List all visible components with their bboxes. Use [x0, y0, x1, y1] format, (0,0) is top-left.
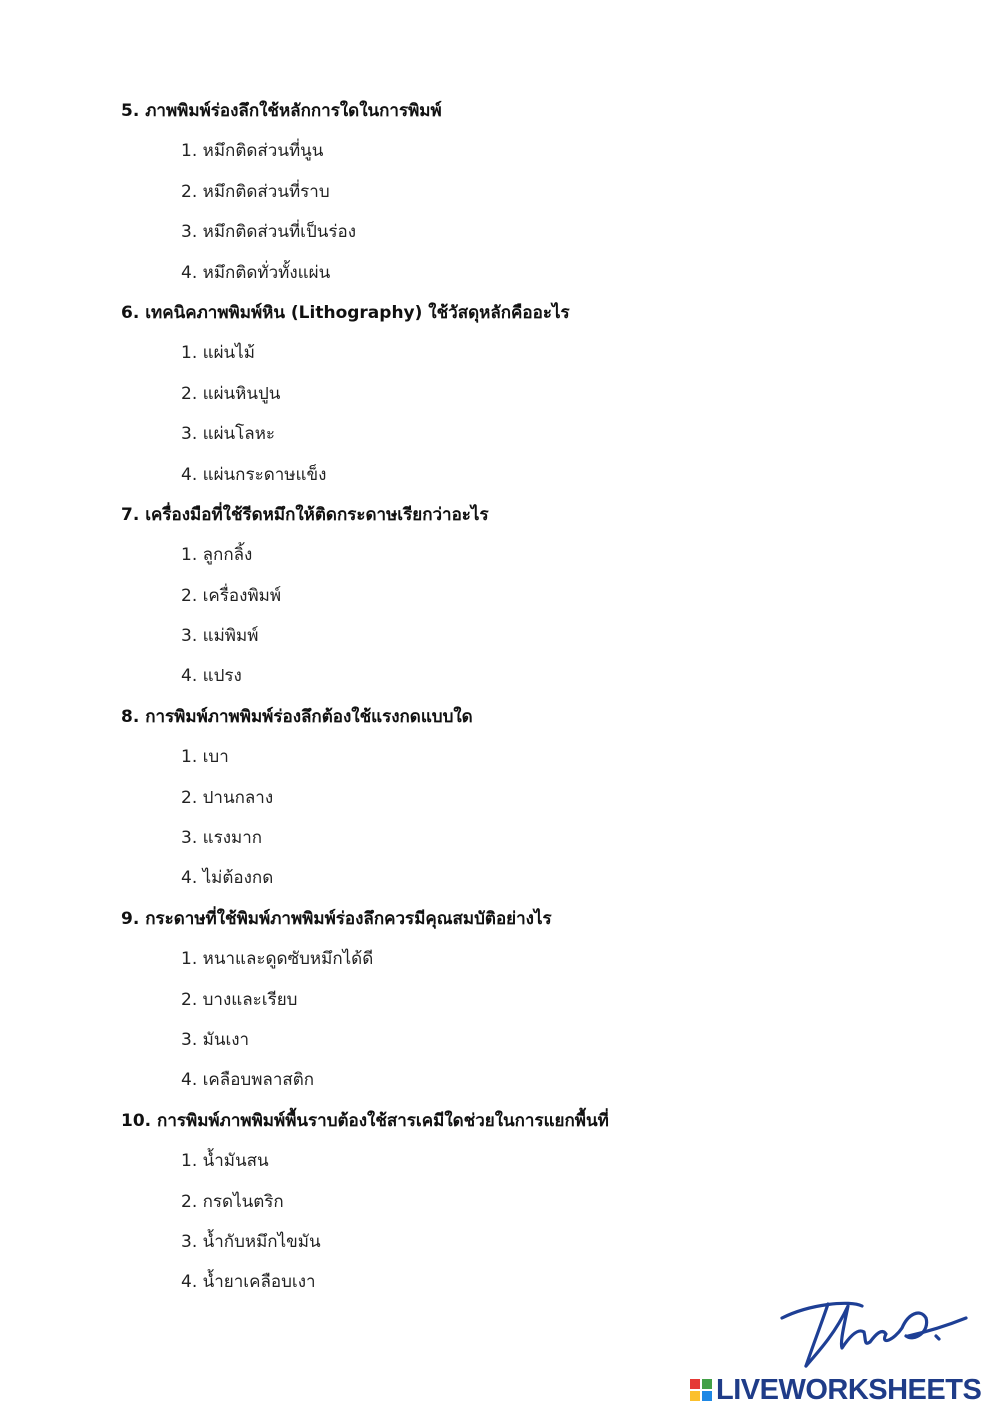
question-text: 10. การพิมพ์ภาพพิมพ์พื้นราบต้องใช้สารเคมีใดช่วยในการแยกพื้นที่ — [121, 1110, 609, 1131]
answer-option[interactable]: 4. แผ่นกระดาษแข็ง — [181, 464, 327, 485]
question-6 — [121, 293, 941, 495]
answer-option[interactable]: 4. หมึกติดทั่วทั้งแผ่น — [181, 262, 331, 283]
answer-option[interactable]: 3. หมึกติดส่วนที่เป็นร่อง — [181, 222, 357, 243]
answer-option[interactable]: 1. หมึกติดส่วนที่นูน — [181, 141, 324, 162]
question-5 — [121, 91, 941, 293]
answer-option[interactable]: 2. หมึกติดส่วนที่ราบ — [181, 181, 330, 202]
answer-option[interactable]: 3. มันเงา — [181, 1029, 250, 1050]
answer-option[interactable]: 1. ลูกกลิ้ง — [181, 545, 253, 566]
answer-option[interactable]: 1. เบา — [181, 747, 229, 768]
answer-option[interactable]: 4. แปรง — [181, 666, 242, 687]
answer-option[interactable]: 2. เครื่องพิมพ์ — [181, 585, 282, 606]
question-text: 7. เครื่องมือที่ใช้รีดหมึกให้ติดกระดาษเรียกว่าอะไร — [121, 504, 489, 525]
answer-option[interactable]: 3. แรงมาก — [181, 828, 263, 849]
answer-option[interactable]: 4. เคลือบพลาสติก — [181, 1070, 315, 1091]
answer-option[interactable]: 4. น้ำยาเคลือบเงา — [181, 1272, 316, 1293]
answer-option[interactable]: 4. ไม่ต้องกด — [181, 868, 274, 889]
liveworksheets-logo — [690, 1372, 981, 1408]
answer-option[interactable]: 2. กรดไนตริก — [181, 1191, 284, 1212]
question-10 — [121, 1101, 941, 1303]
answer-option[interactable]: 2. แผ่นหินปูน — [181, 383, 281, 404]
question-8 — [121, 697, 941, 899]
question-text: 5. ภาพพิมพ์ร่องลึกใช้หลักการใดในการพิมพ์ — [121, 101, 442, 121]
question-text: 8. การพิมพ์ภาพพิมพ์ร่องลึกต้องใช้แรงกดแบบใด — [121, 706, 473, 727]
answer-option[interactable]: 3. แผ่นโลหะ — [181, 424, 276, 445]
question-7 — [121, 495, 941, 697]
answer-option[interactable]: 2. บางและเรียบ — [181, 989, 298, 1010]
question-text: 9. กระดาษที่ใช้พิมพ์ภาพพิมพ์ร่องลึกควรมีคุณสมบัติอย่างไร — [121, 908, 552, 929]
answer-option[interactable]: 3. น้ำกับหมึกไขมัน — [181, 1231, 321, 1252]
answer-option[interactable]: 1. หนาและดูดซับหมึกได้ดี — [181, 949, 374, 970]
signature-image — [770, 1292, 970, 1372]
question-9 — [121, 899, 941, 1101]
logo-squares-icon — [690, 1379, 712, 1401]
answer-option[interactable]: 1. น้ำมันสน — [181, 1151, 269, 1172]
answer-option[interactable]: 2. ปานกลาง — [181, 787, 274, 808]
brand-text: LIVEWORKSHEETS — [716, 1373, 982, 1406]
question-text: 6. เทคนิคภาพพิมพ์หิน (Lithography) ใช้วัสดุหลักคืออะไร — [121, 302, 570, 323]
answer-option[interactable]: 1. แผ่นไม้ — [181, 343, 255, 364]
answer-option[interactable]: 3. แม่พิมพ์ — [181, 626, 259, 647]
question-list — [121, 91, 941, 1303]
